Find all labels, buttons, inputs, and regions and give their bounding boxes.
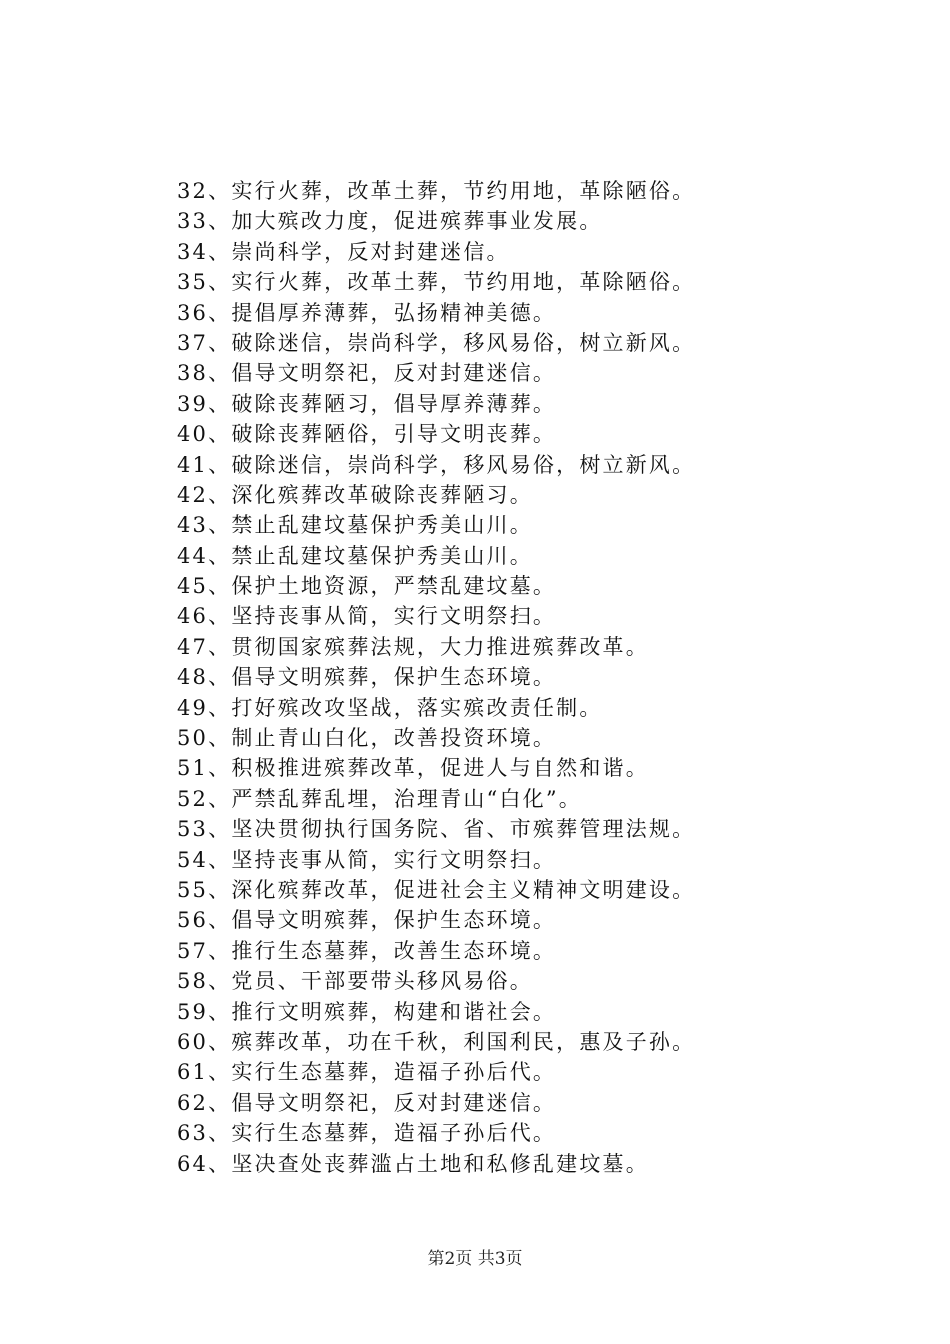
- slogan-item: 59、推行文明殡葬，构建和谐社会。: [177, 999, 557, 1024]
- slogan-item: 36、提倡厚养薄葬，弘扬精神美德。: [177, 300, 557, 325]
- slogan-item: 48、倡导文明殡葬，保护生态环境。: [177, 665, 557, 690]
- slogan-item: 41、破除迷信，崇尚科学，移风易俗，树立新风。: [177, 452, 696, 477]
- slogan-item: 40、破除丧葬陋俗，引导文明丧葬。: [177, 422, 557, 447]
- slogan-item: 33、加大殡改力度，促进殡葬事业发展。: [177, 209, 603, 234]
- slogan-item: 45、保护土地资源，严禁乱建坟墓。: [177, 574, 557, 599]
- slogan-item: 35、实行火葬，改革土葬，节约用地，革除陋俗。: [177, 270, 696, 295]
- page-footer: 第2页 共3页: [427, 1249, 523, 1269]
- slogan-item: 46、坚持丧事从简，实行文明祭扫。: [177, 604, 557, 629]
- slogan-item: 63、实行生态墓葬，造福子孙后代。: [177, 1121, 557, 1146]
- slogan-item: 57、推行生态墓葬，改善生态环境。: [177, 938, 557, 963]
- slogan-item: 55、深化殡葬改革，促进社会主义精神文明建设。: [177, 877, 696, 902]
- slogan-item: 34、崇尚科学，反对封建迷信。: [177, 239, 510, 264]
- slogan-item: 43、禁止乱建坟墓保护秀美山川。: [177, 513, 533, 538]
- slogan-item: 58、党员、干部要带头移风易俗。: [177, 969, 533, 994]
- slogan-item: 52、严禁乱葬乱埋，治理青山“白化”。: [177, 786, 582, 811]
- slogan-item: 56、倡导文明殡葬，保护生态环境。: [177, 908, 557, 933]
- slogan-item: 38、倡导文明祭祀，反对封建迷信。: [177, 361, 557, 386]
- slogan-item: 50、制止青山白化，改善投资环境。: [177, 726, 557, 751]
- slogan-item: 60、殡葬改革，功在千秋，利国利民，惠及子孙。: [177, 1029, 696, 1054]
- slogan-item: 61、实行生态墓葬，造福子孙后代。: [177, 1060, 557, 1085]
- slogan-item: 64、坚决查处丧葬滥占土地和私修乱建坟墓。: [177, 1151, 649, 1176]
- slogan-item: 49、打好殡改攻坚战，落实殡改责任制。: [177, 695, 603, 720]
- slogan-item: 44、禁止乱建坟墓保护秀美山川。: [177, 543, 533, 568]
- slogan-item: 54、坚持丧事从简，实行文明祭扫。: [177, 847, 557, 872]
- slogan-item: 32、实行火葬，改革土葬，节约用地，革除陋俗。: [177, 179, 696, 203]
- slogan-item: 62、倡导文明祭祀，反对封建迷信。: [177, 1090, 557, 1115]
- slogan-item: 37、破除迷信，崇尚科学，移风易俗，树立新风。: [177, 330, 696, 355]
- slogan-item: 42、深化殡葬改革破除丧葬陋习。: [177, 482, 533, 507]
- slogan-item: 53、坚决贯彻执行国务院、省、市殡葬管理法规。: [177, 817, 696, 842]
- slogan-item: 51、积极推进殡葬改革，促进人与自然和谐。: [177, 756, 649, 781]
- slogan-list: [177, 176, 897, 1179]
- slogan-item: 47、贯彻国家殡葬法规，大力推进殡葬改革。: [177, 634, 649, 659]
- slogan-item: 39、破除丧葬陋习，倡导厚养薄葬。: [177, 391, 557, 416]
